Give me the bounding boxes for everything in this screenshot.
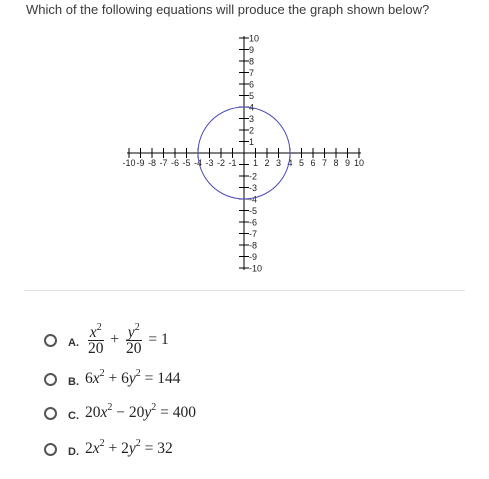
option-a[interactable] bbox=[44, 321, 169, 357]
y-tick-label: -3 bbox=[249, 183, 258, 193]
x-tick-label: 1 bbox=[252, 158, 259, 168]
x-tick-label: 2 bbox=[264, 158, 270, 168]
x-tick-label: -5 bbox=[182, 158, 191, 168]
radio-button-c[interactable] bbox=[44, 407, 57, 420]
option-d[interactable] bbox=[44, 437, 173, 461]
y-tick-label: 7 bbox=[249, 68, 255, 78]
fraction-x: $\frac{x^2}{20}$ bbox=[88, 321, 104, 357]
x-tick-label: -10 bbox=[122, 158, 136, 168]
option-c-letter: C. bbox=[68, 410, 79, 422]
y-tick-label: -6 bbox=[249, 217, 258, 228]
y-tick-label: -5 bbox=[249, 206, 258, 216]
x-tick-label: 5 bbox=[298, 158, 305, 168]
y-tick-label: -10 bbox=[249, 263, 263, 274]
y-tick-label: -2 bbox=[249, 171, 258, 182]
y-tick-label: 4 bbox=[249, 102, 255, 113]
y-tick-label: -8 bbox=[249, 240, 258, 251]
x-tick-label: -6 bbox=[170, 158, 180, 168]
x-tick-label: 9 bbox=[344, 158, 351, 168]
divider bbox=[24, 290, 465, 291]
x-tick-label: 7 bbox=[321, 158, 328, 168]
option-a-letter: A. bbox=[68, 337, 79, 349]
option-a-equation: $\frac{x^2}{20}$ + $\frac{y^2}{20}$ = 1 bbox=[88, 321, 169, 357]
x-tick-label: 6 bbox=[310, 158, 316, 168]
y-tick-label: 2 bbox=[249, 125, 255, 136]
x-tick-label: 4 bbox=[287, 158, 293, 168]
x-tick-label: 3 bbox=[275, 158, 282, 168]
option-d-letter: D. bbox=[68, 446, 79, 458]
y-tick-label: 3 bbox=[249, 114, 255, 124]
y-tick-label: 6 bbox=[249, 79, 255, 90]
y-tick-label: 1 bbox=[249, 137, 255, 147]
y-tick-label: -4 bbox=[249, 194, 258, 205]
option-b[interactable] bbox=[44, 367, 181, 391]
option-b-letter: B. bbox=[68, 376, 79, 388]
x-tick-label: -1 bbox=[228, 158, 237, 168]
option-c-equation: $20x^2 - 20y^2 = 400$ bbox=[85, 402, 197, 421]
x-tick-label: -9 bbox=[136, 158, 145, 168]
x-tick-label: -2 bbox=[216, 158, 226, 168]
y-tick-label: 9 bbox=[249, 45, 255, 55]
y-tick-label: 10 bbox=[249, 33, 260, 44]
y-tick-label: 5 bbox=[249, 91, 255, 101]
fraction-y: $\frac{y^2}{20}$ bbox=[126, 321, 142, 357]
option-b-equation: $6x^2 + 6y^2 = 144$ bbox=[85, 368, 181, 387]
x-tick-label: -7 bbox=[159, 158, 168, 168]
question-text: Which of the following equations will produce the graph shown below? bbox=[26, 2, 430, 17]
y-tick-label: -7 bbox=[249, 229, 258, 239]
x-tick-label: 8 bbox=[333, 158, 339, 168]
x-tick-label: -4 bbox=[193, 158, 203, 168]
radio-button-a[interactable] bbox=[44, 334, 57, 347]
y-tick-label: -9 bbox=[249, 252, 258, 262]
radio-button-b[interactable] bbox=[44, 373, 57, 386]
y-tick-label: 8 bbox=[249, 56, 255, 67]
radio-button-d[interactable] bbox=[44, 443, 57, 456]
x-tick-label: 10 bbox=[353, 158, 365, 168]
option-c[interactable] bbox=[44, 401, 196, 425]
x-tick-label: -3 bbox=[205, 158, 214, 168]
x-tick-label: -8 bbox=[147, 158, 157, 168]
option-d-equation: $2x^2 + 2y^2 = 32$ bbox=[85, 438, 173, 457]
